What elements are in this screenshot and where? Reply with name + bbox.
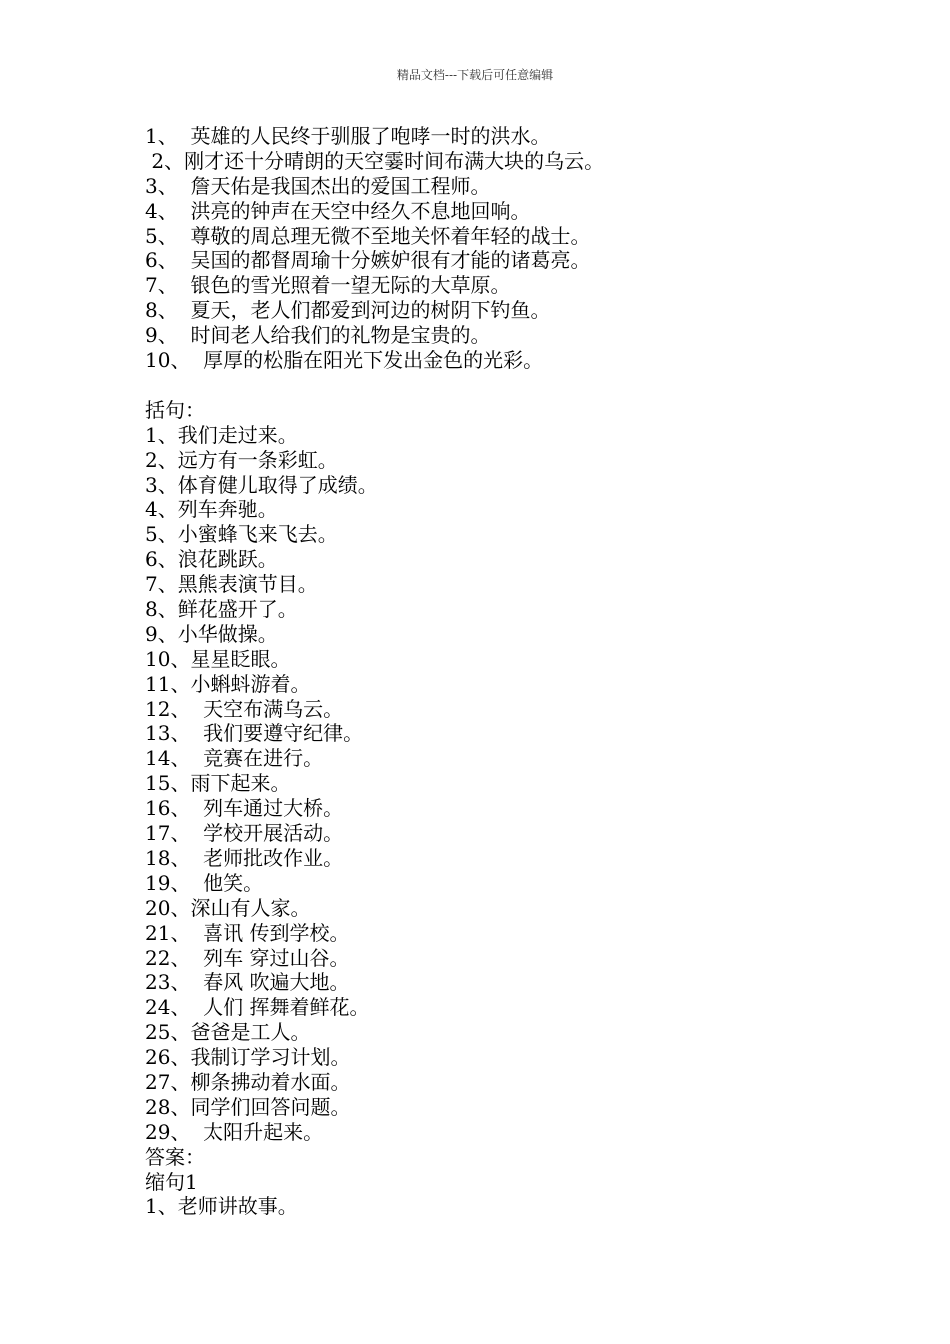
list-item: 16、 列车通过大桥。 — [145, 796, 344, 821]
list-item: 13、 我们要遵守纪律。 — [145, 721, 364, 746]
list-item: 11、小蝌蚪游着。 — [145, 671, 311, 696]
list-item: 4、 洪亮的钟声在天空中经久不息地回响。 — [145, 198, 531, 223]
list-item: 8、 夏天，老人们都爱到河边的树阴下钓鱼。 — [145, 298, 551, 323]
list-item: 15、雨下起来。 — [145, 771, 291, 796]
list-item: 19、 他笑。 — [145, 870, 264, 895]
sentence-list-1 — [145, 124, 925, 373]
blank-line — [145, 373, 925, 398]
answer-title: 答案： — [145, 1144, 205, 1169]
list-item: 10、星星眨眼。 — [145, 646, 291, 671]
list-item: 1、老师讲故事。 — [145, 1194, 298, 1219]
list-item: 10、 厚厚的松脂在阳光下发出金色的光彩。 — [145, 348, 544, 373]
list-item: 6、 吴国的都督周瑜十分嫉妒很有才能的诸葛亮。 — [145, 248, 591, 273]
list-item: 2、刚才还十分晴朗的天空霎时间布满大块的乌云。 — [145, 148, 605, 173]
list-item: 18、 老师批改作业。 — [145, 845, 344, 870]
list-item: 23、 春风 吹遍大地。 — [145, 970, 350, 995]
answer-list — [145, 1194, 925, 1219]
list-item: 1、我们走过来。 — [145, 422, 298, 447]
section-title: 括句： — [145, 397, 205, 422]
list-item: 9、小华做操。 — [145, 621, 278, 646]
list-item: 25、爸爸是工人。 — [145, 1020, 311, 1045]
list-item: 8、鲜花盛开了。 — [145, 597, 298, 622]
list-item: 12、 天空布满乌云。 — [145, 696, 344, 721]
list-item: 4、列车奔驰。 — [145, 497, 278, 522]
list-item: 7、黑熊表演节目。 — [145, 572, 318, 597]
list-item: 14、 竞赛在进行。 — [145, 746, 324, 771]
list-item: 17、 学校开展活动。 — [145, 821, 344, 846]
list-item: 5、小蜜蜂飞来飞去。 — [145, 522, 338, 547]
list-item: 22、 列车 穿过山谷。 — [145, 945, 350, 970]
list-item: 9、 时间老人给我们的礼物是宝贵的。 — [145, 323, 491, 348]
list-item: 6、浪花跳跃。 — [145, 547, 278, 572]
list-item: 2、远方有一条彩虹。 — [145, 447, 338, 472]
list-item: 1、 英雄的人民终于驯服了咆哮一时的洪水。 — [145, 124, 551, 148]
list-item: 26、我制订学习计划。 — [145, 1045, 351, 1070]
list-item: 27、柳条拂动着水面。 — [145, 1069, 351, 1094]
list-item: 29、 太阳升起来。 — [145, 1119, 324, 1144]
list-item: 24、 人们 挥舞着鲜花。 — [145, 995, 370, 1020]
list-item: 3、 詹天佑是我国杰出的爱国工程师。 — [145, 173, 491, 198]
page-header: 精品文档---下载后可任意编辑 — [396, 68, 554, 82]
document-body — [145, 124, 925, 1219]
sentence-list-2 — [145, 423, 925, 1145]
answer-subtitle: 缩句1 — [145, 1169, 198, 1194]
list-item: 20、深山有人家。 — [145, 895, 311, 920]
list-item: 7、 银色的雪光照着一望无际的大草原。 — [145, 273, 511, 298]
list-item: 28、同学们回答问题。 — [145, 1094, 351, 1119]
list-item: 21、 喜讯 传到学校。 — [145, 920, 350, 945]
list-item: 5、 尊敬的周总理无微不至地关怀着年轻的战士。 — [145, 223, 591, 248]
list-item: 3、体育健儿取得了成绩。 — [145, 472, 378, 497]
